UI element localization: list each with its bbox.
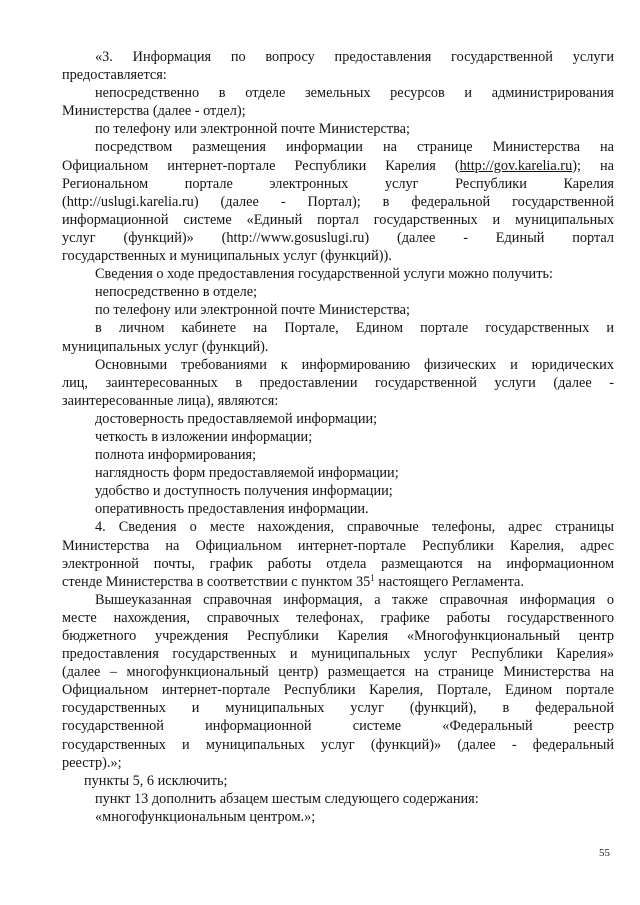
paragraph-phone-email-2: по телефону или электронной почте Министерства; bbox=[95, 302, 410, 319]
page-number: 55 bbox=[599, 847, 610, 859]
text-line: предоставления государственных и муниципальных услуг Республики Карелия» bbox=[62, 646, 614, 663]
text-line: месте нахождения, справочных телефонах, графике работы государственного bbox=[62, 609, 614, 626]
text-line: Министерства (далее - отдел); bbox=[62, 103, 246, 120]
text-line: (далее – многофункциональный центр) размещается на странице Министерства на bbox=[62, 664, 614, 681]
text-line: Официальном интернет-портале Республики Карелия, Портале, Едином портале bbox=[62, 682, 614, 699]
text-line: бюджетного учреждения Республики Карелия «Многофункциональный центр bbox=[62, 628, 614, 644]
paragraph-internet-portals bbox=[62, 138, 614, 265]
text-line bbox=[62, 157, 614, 175]
gov-karelia-link[interactable]: http://gov.karelia.ru bbox=[459, 157, 573, 174]
superscript: 1 bbox=[370, 572, 375, 583]
text-line: государственных и муниципальных услуг (функций)» (далее - федеральный bbox=[62, 736, 614, 753]
list-item: удобство и доступность получения информации; bbox=[95, 483, 393, 500]
text-line: «3. Информация по вопросу предоставления государственной услуги bbox=[95, 49, 614, 65]
text-line: непосредственно в отделе земельных ресурсов и администрирования bbox=[95, 85, 614, 102]
document-page bbox=[62, 48, 614, 826]
paragraph-department bbox=[62, 84, 614, 120]
paragraph-exclude-points: пункты 5, 6 исключить; bbox=[84, 772, 228, 789]
list-item: оперативность предоставления информации. bbox=[95, 501, 369, 518]
text-line: муниципальных услуг (функций). bbox=[62, 338, 269, 355]
text-line: государственных и муниципальных услуг (функций), в федеральной bbox=[62, 700, 614, 717]
list-item: достоверность предоставляемой информации; bbox=[95, 410, 378, 427]
text-segment: стенде Министерства в соответствии с пунктом 35 bbox=[62, 573, 371, 590]
text-line: государственной информационной системе «Федеральный реестр bbox=[62, 718, 614, 735]
text-line bbox=[62, 573, 614, 591]
paragraph-mfc-info bbox=[62, 591, 614, 772]
paragraph-in-department: непосредственно в отделе; bbox=[95, 284, 258, 301]
text-line: электронной почты, график работы отдела размещаются на информационном bbox=[62, 555, 614, 572]
text-line: лиц, заинтересованных в предоставлении государственной услуги (далее - bbox=[62, 374, 614, 391]
text-line: предоставляется: bbox=[62, 67, 167, 84]
text-line: (http://uslugi.karelia.ru) (далее - Портал); в федеральной государственной bbox=[62, 193, 614, 210]
text-line: реестр).»; bbox=[62, 754, 122, 771]
text-line: заинтересованные лица), являются: bbox=[62, 392, 279, 409]
paragraph-point-13: пункт 13 дополнить абзацем шестым следующего содержания: bbox=[95, 790, 479, 807]
list-item: четкость в изложении информации; bbox=[95, 428, 313, 445]
text-line: Региональном портале электронных услуг Республики Карелия bbox=[62, 175, 614, 192]
text-line: в личном кабинете на Портале, Едином портале государственных и bbox=[95, 320, 614, 337]
paragraph-section-4 bbox=[62, 518, 614, 590]
text-segment: Официальном интернет-портале Республики Карелия ( bbox=[62, 157, 460, 174]
list-item: полнота информирования; bbox=[95, 447, 257, 464]
paragraph-mfc-addition: «многофункциональным центром.»; bbox=[95, 808, 316, 825]
text-line: информационной системе «Единый портал государственных и муниципальных bbox=[62, 211, 614, 228]
text-line: Министерства на Официальном интернет-портале Республики Карелия, адрес bbox=[62, 537, 614, 554]
text-line: государственных и муниципальных услуг (функций)). bbox=[62, 248, 392, 265]
paragraph-personal-cabinet bbox=[62, 319, 614, 355]
text-line: Вышеуказанная справочная информация, а также справочная информация о bbox=[95, 591, 614, 608]
list-item: наглядность форм предоставляемой информации; bbox=[95, 465, 399, 482]
paragraph-requirements bbox=[62, 356, 614, 410]
requirements-list bbox=[62, 410, 614, 519]
paragraph-info-provision bbox=[62, 48, 614, 84]
text-line: посредством размещения информации на странице Министерства на bbox=[95, 139, 614, 156]
text-line: услуг (функций)» (http://www.gosuslugi.ru) (далее - Единый портал bbox=[62, 229, 614, 246]
text-line: Основными требованиями к информированию физических и юридических bbox=[95, 356, 614, 373]
text-line: 4. Сведения о месте нахождения, справочные телефоны, адрес страницы bbox=[95, 519, 614, 536]
paragraph-progress-info: Сведения о ходе предоставления государственной услуги можно получить: bbox=[95, 266, 553, 283]
text-segment: настоящего Регламента. bbox=[374, 573, 524, 590]
text-segment: ); на bbox=[572, 157, 614, 174]
paragraph-phone-email: по телефону или электронной почте Министерства; bbox=[95, 121, 410, 138]
